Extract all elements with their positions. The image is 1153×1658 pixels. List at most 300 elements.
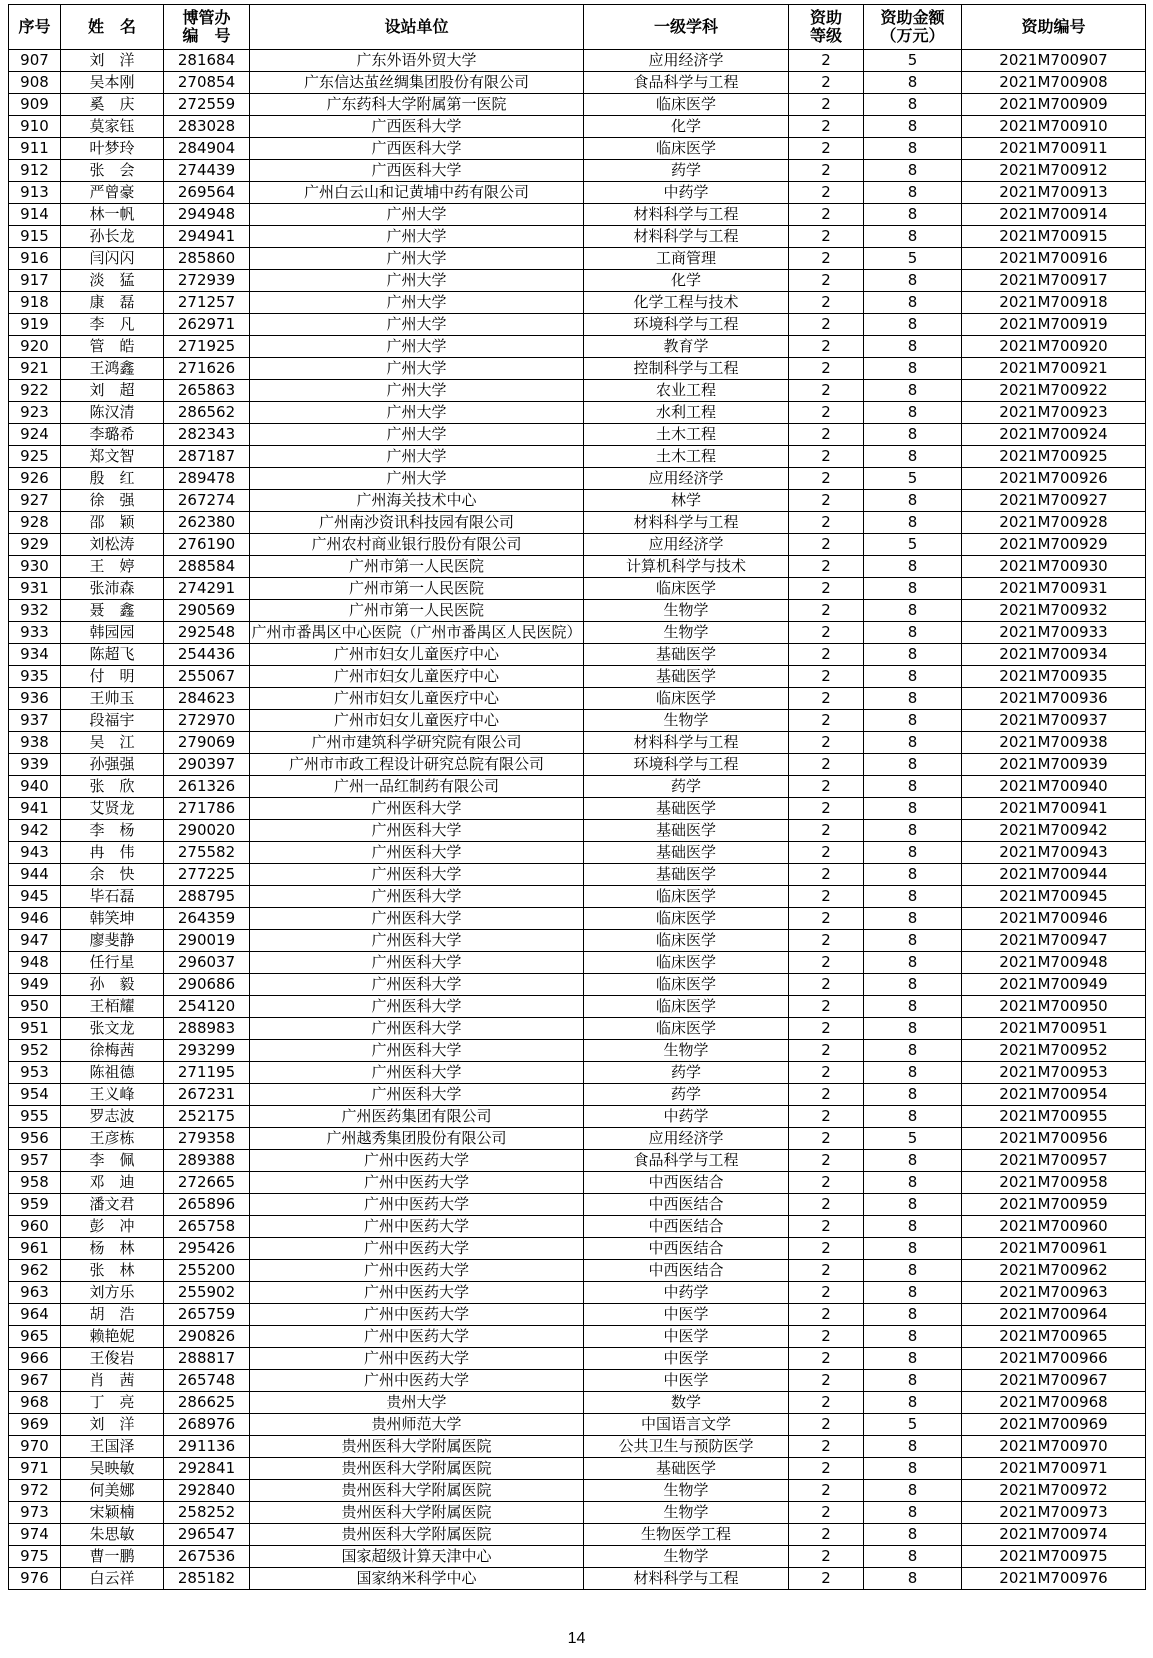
table-row	[9, 50, 1146, 72]
cell-discipline: 中西医结合	[584, 1194, 789, 1216]
cell-level: 2	[789, 952, 864, 974]
cell-amount: 8	[864, 776, 962, 798]
cell-name: 付 明	[61, 666, 164, 688]
cell-code: 2021M700925	[962, 446, 1146, 468]
cell-level: 2	[789, 94, 864, 116]
cell-seq: 920	[9, 336, 61, 358]
cell-seq: 961	[9, 1238, 61, 1260]
header-amount-line1: 资助金额	[880, 8, 945, 27]
cell-amount: 8	[864, 996, 962, 1018]
table-row	[9, 820, 1146, 842]
cell-discipline: 中西医结合	[584, 1260, 789, 1282]
cell-name: 王国泽	[61, 1436, 164, 1458]
header-bgb-number	[164, 5, 250, 50]
cell-amount: 8	[864, 314, 962, 336]
cell-unit: 广州医科大学	[250, 908, 584, 930]
cell-code: 2021M700937	[962, 710, 1146, 732]
cell-seq: 917	[9, 270, 61, 292]
cell-level: 2	[789, 446, 864, 468]
cell-level: 2	[789, 600, 864, 622]
cell-amount: 8	[864, 864, 962, 886]
cell-seq: 938	[9, 732, 61, 754]
cell-code: 2021M700940	[962, 776, 1146, 798]
header-discipline: 一级学科	[584, 5, 789, 50]
cell-bgb-number: 288817	[164, 1348, 250, 1370]
cell-amount: 8	[864, 732, 962, 754]
cell-level: 2	[789, 1260, 864, 1282]
cell-level: 2	[789, 1304, 864, 1326]
cell-amount: 8	[864, 1568, 962, 1590]
cell-seq: 944	[9, 864, 61, 886]
cell-amount: 5	[864, 534, 962, 556]
table-row	[9, 556, 1146, 578]
cell-unit: 广州大学	[250, 336, 584, 358]
table-row	[9, 908, 1146, 930]
cell-unit: 广州市第一人民医院	[250, 556, 584, 578]
cell-code: 2021M700941	[962, 798, 1146, 820]
cell-code: 2021M700952	[962, 1040, 1146, 1062]
cell-name: 闫闪闪	[61, 248, 164, 270]
cell-unit: 广州大学	[250, 226, 584, 248]
table-row	[9, 534, 1146, 556]
header-level-line2: 等级	[809, 26, 842, 45]
cell-discipline: 食品科学与工程	[584, 72, 789, 94]
cell-bgb-number: 288983	[164, 1018, 250, 1040]
cell-seq: 929	[9, 534, 61, 556]
cell-seq: 974	[9, 1524, 61, 1546]
cell-unit: 广州医科大学	[250, 1040, 584, 1062]
cell-level: 2	[789, 1502, 864, 1524]
cell-code: 2021M700916	[962, 248, 1146, 270]
table-row	[9, 1106, 1146, 1128]
cell-code: 2021M700911	[962, 138, 1146, 160]
cell-bgb-number: 265863	[164, 380, 250, 402]
cell-unit: 广州大学	[250, 468, 584, 490]
cell-amount: 8	[864, 688, 962, 710]
cell-code: 2021M700969	[962, 1414, 1146, 1436]
cell-unit: 广西医科大学	[250, 116, 584, 138]
cell-name: 毕石磊	[61, 886, 164, 908]
header-level	[789, 5, 864, 50]
cell-name: 叶梦玲	[61, 138, 164, 160]
cell-name: 孙长龙	[61, 226, 164, 248]
cell-unit: 广东信达茧丝绸集团股份有限公司	[250, 72, 584, 94]
table-row	[9, 182, 1146, 204]
table-row	[9, 1128, 1146, 1150]
cell-amount: 8	[864, 160, 962, 182]
cell-level: 2	[789, 336, 864, 358]
cell-code: 2021M700917	[962, 270, 1146, 292]
cell-seq: 968	[9, 1392, 61, 1414]
cell-discipline: 控制科学与工程	[584, 358, 789, 380]
cell-discipline: 应用经济学	[584, 1128, 789, 1150]
cell-name: 王 婷	[61, 556, 164, 578]
cell-discipline: 基础医学	[584, 842, 789, 864]
cell-unit: 广州市建筑科学研究院有限公司	[250, 732, 584, 754]
cell-code: 2021M700967	[962, 1370, 1146, 1392]
cell-unit: 广州中医药大学	[250, 1172, 584, 1194]
cell-amount: 8	[864, 424, 962, 446]
cell-discipline: 应用经济学	[584, 468, 789, 490]
cell-code: 2021M700961	[962, 1238, 1146, 1260]
cell-discipline: 农业工程	[584, 380, 789, 402]
cell-seq: 928	[9, 512, 61, 534]
cell-seq: 970	[9, 1436, 61, 1458]
cell-level: 2	[789, 1458, 864, 1480]
cell-discipline: 林学	[584, 490, 789, 512]
cell-seq: 955	[9, 1106, 61, 1128]
table-row	[9, 1282, 1146, 1304]
cell-name: 陈超飞	[61, 644, 164, 666]
cell-seq: 911	[9, 138, 61, 160]
cell-name: 殷 红	[61, 468, 164, 490]
cell-code: 2021M700923	[962, 402, 1146, 424]
cell-bgb-number: 255067	[164, 666, 250, 688]
table-row	[9, 1348, 1146, 1370]
cell-bgb-number: 267274	[164, 490, 250, 512]
table-row	[9, 72, 1146, 94]
cell-unit: 广州中医药大学	[250, 1370, 584, 1392]
cell-amount: 8	[864, 1480, 962, 1502]
cell-code: 2021M700950	[962, 996, 1146, 1018]
cell-name: 杨 林	[61, 1238, 164, 1260]
cell-bgb-number: 271925	[164, 336, 250, 358]
cell-bgb-number: 286625	[164, 1392, 250, 1414]
cell-discipline: 生物学	[584, 710, 789, 732]
table-row	[9, 1458, 1146, 1480]
cell-amount: 8	[864, 556, 962, 578]
cell-unit: 广州医科大学	[250, 930, 584, 952]
cell-unit: 广州中医药大学	[250, 1260, 584, 1282]
cell-name: 奚 庆	[61, 94, 164, 116]
cell-amount: 8	[864, 138, 962, 160]
cell-discipline: 中医学	[584, 1348, 789, 1370]
cell-unit: 广州大学	[250, 204, 584, 226]
cell-seq: 914	[9, 204, 61, 226]
cell-name: 韩笑坤	[61, 908, 164, 930]
cell-code: 2021M700966	[962, 1348, 1146, 1370]
cell-code: 2021M700931	[962, 578, 1146, 600]
cell-unit: 广西医科大学	[250, 160, 584, 182]
cell-discipline: 药学	[584, 1062, 789, 1084]
cell-name: 郑文智	[61, 446, 164, 468]
table-row	[9, 1172, 1146, 1194]
cell-discipline: 中药学	[584, 1106, 789, 1128]
cell-level: 2	[789, 380, 864, 402]
cell-unit: 广州中医药大学	[250, 1348, 584, 1370]
cell-bgb-number: 292841	[164, 1458, 250, 1480]
cell-unit: 广州市第一人民医院	[250, 600, 584, 622]
table-row	[9, 1370, 1146, 1392]
cell-discipline: 中西医结合	[584, 1216, 789, 1238]
cell-name: 淡 猛	[61, 270, 164, 292]
cell-amount: 8	[864, 1216, 962, 1238]
cell-name: 赖艳妮	[61, 1326, 164, 1348]
cell-code: 2021M700936	[962, 688, 1146, 710]
cell-discipline: 材料科学与工程	[584, 226, 789, 248]
table-row	[9, 116, 1146, 138]
cell-amount: 8	[864, 952, 962, 974]
cell-unit: 广州中医药大学	[250, 1216, 584, 1238]
cell-seq: 934	[9, 644, 61, 666]
cell-code: 2021M700912	[962, 160, 1146, 182]
cell-amount: 8	[864, 1458, 962, 1480]
cell-unit: 贵州师范大学	[250, 1414, 584, 1436]
cell-discipline: 食品科学与工程	[584, 1150, 789, 1172]
table-row	[9, 1150, 1146, 1172]
cell-code: 2021M700973	[962, 1502, 1146, 1524]
cell-seq: 949	[9, 974, 61, 996]
cell-bgb-number: 277225	[164, 864, 250, 886]
cell-level: 2	[789, 1414, 864, 1436]
cell-bgb-number: 285860	[164, 248, 250, 270]
table-row	[9, 1304, 1146, 1326]
cell-code: 2021M700939	[962, 754, 1146, 776]
cell-amount: 8	[864, 1502, 962, 1524]
cell-code: 2021M700975	[962, 1546, 1146, 1568]
cell-code: 2021M700971	[962, 1458, 1146, 1480]
cell-level: 2	[789, 292, 864, 314]
cell-level: 2	[789, 1392, 864, 1414]
cell-bgb-number: 289478	[164, 468, 250, 490]
cell-code: 2021M700907	[962, 50, 1146, 72]
cell-unit: 广州大学	[250, 270, 584, 292]
cell-seq: 933	[9, 622, 61, 644]
cell-seq: 959	[9, 1194, 61, 1216]
cell-code: 2021M700963	[962, 1282, 1146, 1304]
cell-seq: 969	[9, 1414, 61, 1436]
cell-code: 2021M700964	[962, 1304, 1146, 1326]
cell-bgb-number: 284623	[164, 688, 250, 710]
cell-discipline: 基础医学	[584, 820, 789, 842]
cell-amount: 8	[864, 1084, 962, 1106]
cell-amount: 8	[864, 446, 962, 468]
cell-unit: 广州中医药大学	[250, 1304, 584, 1326]
cell-amount: 8	[864, 490, 962, 512]
cell-bgb-number: 261326	[164, 776, 250, 798]
table-row	[9, 1568, 1146, 1590]
cell-level: 2	[789, 116, 864, 138]
header-amount-line2: （万元）	[880, 26, 945, 45]
cell-code: 2021M700914	[962, 204, 1146, 226]
cell-code: 2021M700918	[962, 292, 1146, 314]
cell-unit: 广州医科大学	[250, 798, 584, 820]
table-row	[9, 270, 1146, 292]
table-row	[9, 160, 1146, 182]
table-row	[9, 864, 1146, 886]
cell-bgb-number: 265758	[164, 1216, 250, 1238]
table-row	[9, 468, 1146, 490]
cell-discipline: 材料科学与工程	[584, 512, 789, 534]
cell-discipline: 临床医学	[584, 952, 789, 974]
cell-name: 宋颖楠	[61, 1502, 164, 1524]
cell-unit: 广州医科大学	[250, 1062, 584, 1084]
cell-unit: 贵州医科大学附属医院	[250, 1502, 584, 1524]
cell-level: 2	[789, 1568, 864, 1590]
cell-code: 2021M700929	[962, 534, 1146, 556]
table-row	[9, 952, 1146, 974]
cell-seq: 967	[9, 1370, 61, 1392]
cell-seq: 916	[9, 248, 61, 270]
cell-discipline: 公共卫生与预防医学	[584, 1436, 789, 1458]
cell-bgb-number: 292840	[164, 1480, 250, 1502]
cell-discipline: 临床医学	[584, 974, 789, 996]
cell-level: 2	[789, 974, 864, 996]
cell-unit: 广州中医药大学	[250, 1194, 584, 1216]
table-row	[9, 292, 1146, 314]
cell-bgb-number: 272559	[164, 94, 250, 116]
cell-name: 张 会	[61, 160, 164, 182]
cell-name: 管 皓	[61, 336, 164, 358]
cell-code: 2021M700932	[962, 600, 1146, 622]
cell-name: 刘方乐	[61, 1282, 164, 1304]
cell-amount: 5	[864, 1128, 962, 1150]
cell-name: 罗志波	[61, 1106, 164, 1128]
cell-name: 吴 江	[61, 732, 164, 754]
cell-code: 2021M700957	[962, 1150, 1146, 1172]
cell-unit: 广州医科大学	[250, 1084, 584, 1106]
cell-name: 曹一鹏	[61, 1546, 164, 1568]
cell-seq: 947	[9, 930, 61, 952]
cell-level: 2	[789, 534, 864, 556]
cell-level: 2	[789, 820, 864, 842]
header-bgb-line2: 编 号	[182, 26, 231, 45]
cell-level: 2	[789, 50, 864, 72]
cell-bgb-number: 265759	[164, 1304, 250, 1326]
cell-discipline: 环境科学与工程	[584, 314, 789, 336]
cell-level: 2	[789, 1040, 864, 1062]
cell-unit: 广州市妇女儿童医疗中心	[250, 644, 584, 666]
cell-amount: 8	[864, 1348, 962, 1370]
cell-discipline: 中西医结合	[584, 1172, 789, 1194]
table-row	[9, 1392, 1146, 1414]
cell-level: 2	[789, 270, 864, 292]
cell-name: 邵 颖	[61, 512, 164, 534]
header-bgb-line1: 博管办	[182, 8, 231, 27]
cell-name: 刘松涛	[61, 534, 164, 556]
table-row	[9, 380, 1146, 402]
cell-bgb-number: 268976	[164, 1414, 250, 1436]
cell-level: 2	[789, 204, 864, 226]
header-name: 姓 名	[61, 5, 164, 50]
cell-amount: 8	[864, 908, 962, 930]
cell-name: 徐梅茜	[61, 1040, 164, 1062]
table-row	[9, 1260, 1146, 1282]
cell-discipline: 生物学	[584, 1502, 789, 1524]
cell-amount: 8	[864, 820, 962, 842]
cell-amount: 8	[864, 116, 962, 138]
cell-level: 2	[789, 1084, 864, 1106]
cell-code: 2021M700922	[962, 380, 1146, 402]
cell-level: 2	[789, 710, 864, 732]
cell-unit: 广州市妇女儿童医疗中心	[250, 688, 584, 710]
cell-name: 林一帆	[61, 204, 164, 226]
cell-bgb-number: 287187	[164, 446, 250, 468]
cell-name: 艾贤龙	[61, 798, 164, 820]
cell-unit: 贵州大学	[250, 1392, 584, 1414]
cell-discipline: 生物学	[584, 1546, 789, 1568]
cell-level: 2	[789, 160, 864, 182]
cell-unit: 广州大学	[250, 358, 584, 380]
cell-bgb-number: 275582	[164, 842, 250, 864]
cell-name: 张文龙	[61, 1018, 164, 1040]
cell-code: 2021M700935	[962, 666, 1146, 688]
cell-code: 2021M700927	[962, 490, 1146, 512]
cell-level: 2	[789, 1524, 864, 1546]
cell-amount: 8	[864, 1524, 962, 1546]
table-row	[9, 1326, 1146, 1348]
cell-name: 聂 鑫	[61, 600, 164, 622]
cell-name: 张沛森	[61, 578, 164, 600]
cell-name: 王义峰	[61, 1084, 164, 1106]
cell-unit: 广州医科大学	[250, 1018, 584, 1040]
cell-discipline: 土木工程	[584, 446, 789, 468]
cell-bgb-number: 262971	[164, 314, 250, 336]
cell-unit: 广州大学	[250, 446, 584, 468]
cell-unit: 广州中医药大学	[250, 1238, 584, 1260]
cell-discipline: 生物学	[584, 1480, 789, 1502]
cell-discipline: 基础医学	[584, 666, 789, 688]
table-row	[9, 358, 1146, 380]
cell-name: 莫家钰	[61, 116, 164, 138]
table-row	[9, 248, 1146, 270]
cell-name: 肖 茜	[61, 1370, 164, 1392]
cell-seq: 956	[9, 1128, 61, 1150]
cell-code: 2021M700974	[962, 1524, 1146, 1546]
cell-name: 张 欣	[61, 776, 164, 798]
table-row	[9, 336, 1146, 358]
cell-unit: 广州医科大学	[250, 842, 584, 864]
cell-unit: 广州医科大学	[250, 952, 584, 974]
cell-unit: 广州中医药大学	[250, 1326, 584, 1348]
cell-seq: 922	[9, 380, 61, 402]
cell-code: 2021M700913	[962, 182, 1146, 204]
cell-discipline: 化学工程与技术	[584, 292, 789, 314]
table-row	[9, 710, 1146, 732]
cell-name: 李 杨	[61, 820, 164, 842]
table-row	[9, 1194, 1146, 1216]
cell-discipline: 工商管理	[584, 248, 789, 270]
cell-seq: 918	[9, 292, 61, 314]
cell-code: 2021M700951	[962, 1018, 1146, 1040]
cell-level: 2	[789, 424, 864, 446]
cell-bgb-number: 290826	[164, 1326, 250, 1348]
cell-bgb-number: 293299	[164, 1040, 250, 1062]
table-row	[9, 512, 1146, 534]
table-header-row	[9, 5, 1146, 50]
cell-discipline: 临床医学	[584, 94, 789, 116]
cell-bgb-number: 255200	[164, 1260, 250, 1282]
cell-bgb-number: 264359	[164, 908, 250, 930]
cell-code: 2021M700938	[962, 732, 1146, 754]
cell-code: 2021M700968	[962, 1392, 1146, 1414]
funding-list-sheet	[8, 4, 1145, 1590]
cell-seq: 958	[9, 1172, 61, 1194]
cell-seq: 972	[9, 1480, 61, 1502]
cell-amount: 8	[864, 1304, 962, 1326]
cell-code: 2021M700965	[962, 1326, 1146, 1348]
cell-unit: 广州市番禺区中心医院（广州市番禺区人民医院）	[250, 622, 584, 644]
header-code: 资助编号	[962, 5, 1146, 50]
cell-discipline: 材料科学与工程	[584, 732, 789, 754]
cell-code: 2021M700959	[962, 1194, 1146, 1216]
cell-seq: 950	[9, 996, 61, 1018]
cell-unit: 广西医科大学	[250, 138, 584, 160]
cell-amount: 8	[864, 1040, 962, 1062]
cell-code: 2021M700909	[962, 94, 1146, 116]
header-seq: 序号	[9, 5, 61, 50]
table-row	[9, 94, 1146, 116]
